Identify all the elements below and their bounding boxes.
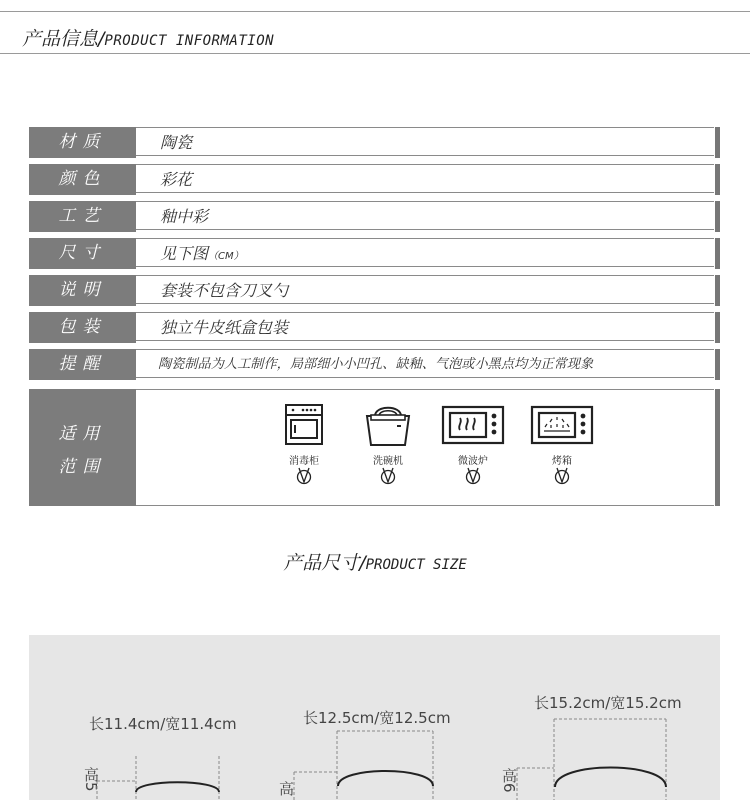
appliance-microwave [433,402,513,485]
check-icon [465,467,481,485]
spec-label: 工艺 [29,201,136,232]
spec-value-text: 独立牛皮纸盒包装 [160,318,289,337]
top-divider [0,11,750,12]
usage-label [29,389,136,506]
bowl-medium-rim [338,771,433,786]
usage-scope [29,389,720,506]
spec-label: 尺寸 [29,238,136,269]
spec-row-note [29,275,720,306]
usage-label-line2: 范围 [58,457,107,477]
spec-value-text: 彩花 [160,170,193,189]
page-title [22,24,274,51]
spec-value-text: 套装不包含刀叉勺 [160,281,289,300]
spec-value [136,164,714,193]
sterilizer-icon [281,402,327,448]
row-accent-bar [715,127,720,158]
spec-value-text: 陶瓷 [160,133,193,152]
bowl-outlines [29,635,720,800]
page-title-en: PRODUCT INFORMATION [104,33,275,49]
row-accent-bar [715,275,720,306]
appliance-name: 消毒柜 [289,456,319,467]
check-icon [554,467,570,485]
row-accent-bar [715,238,720,269]
spec-value [136,312,714,341]
spec-unit: （CM） [208,251,244,262]
size-title-en: PRODUCT SIZE [365,557,467,573]
usage-body [136,389,714,506]
spec-row-craft [29,201,720,232]
spec-row-material [29,127,720,158]
check-icon [380,467,396,485]
appliance-dishwasher [348,402,428,485]
spec-value [136,127,714,156]
spec-value [136,238,714,267]
spec-label: 提醒 [29,349,136,380]
spec-row-size [29,238,720,269]
size-diagram-panel [29,635,720,800]
spec-value-text: 陶瓷制品为人工制作，局部细小小凹孔、缺釉、气泡或小黑点均为正常现象 [158,357,594,372]
appliance-name: 洗碗机 [373,456,403,467]
row-accent-bar [715,389,720,506]
spec-value [136,275,714,304]
header-divider [0,53,750,54]
appliance-name: 微波炉 [458,456,488,467]
spec-value-text: 釉中彩 [160,207,209,226]
dishwasher-icon [363,402,413,448]
spec-label: 材质 [29,127,136,158]
appliance-oven [522,402,602,485]
usage-label-line1: 适用 [58,424,107,444]
size-section-title [0,548,750,575]
size-title-zh: 产品尺寸/ [283,552,366,574]
spec-label: 包装 [29,312,136,343]
bowl-dimensions-small: 长11.4cm/宽11.4cm [89,715,237,733]
row-accent-bar [715,164,720,195]
spec-label: 说明 [29,275,136,306]
check-icon [296,467,312,485]
appliance-sterilizer [264,402,344,485]
spec-value-text: 见下图 [160,244,209,263]
spec-row-packaging [29,312,720,343]
appliance-name: 烤箱 [552,456,572,467]
bowl-small-rim [136,782,219,792]
bowl-dimensions-large: 长15.2cm/宽15.2cm [534,694,682,712]
oven-icon [530,402,594,448]
row-accent-bar [715,349,720,380]
bowl-dimensions-medium: 长12.5cm/宽12.5cm [303,709,451,727]
row-accent-bar [715,201,720,232]
microwave-icon [441,402,505,448]
row-accent-bar [715,312,720,343]
spec-value [136,201,714,230]
spec-row-reminder [29,349,720,380]
page-title-zh: 产品信息/ [22,28,105,50]
spec-row-color [29,164,720,195]
spec-label: 颜色 [29,164,136,195]
bowl-large-rim [555,768,666,788]
bowl-height-small: 高5 [82,767,100,792]
bowl-height-medium: 高 [277,781,295,796]
bowl-height-large: 高6 [500,768,518,793]
spec-value [136,349,714,378]
